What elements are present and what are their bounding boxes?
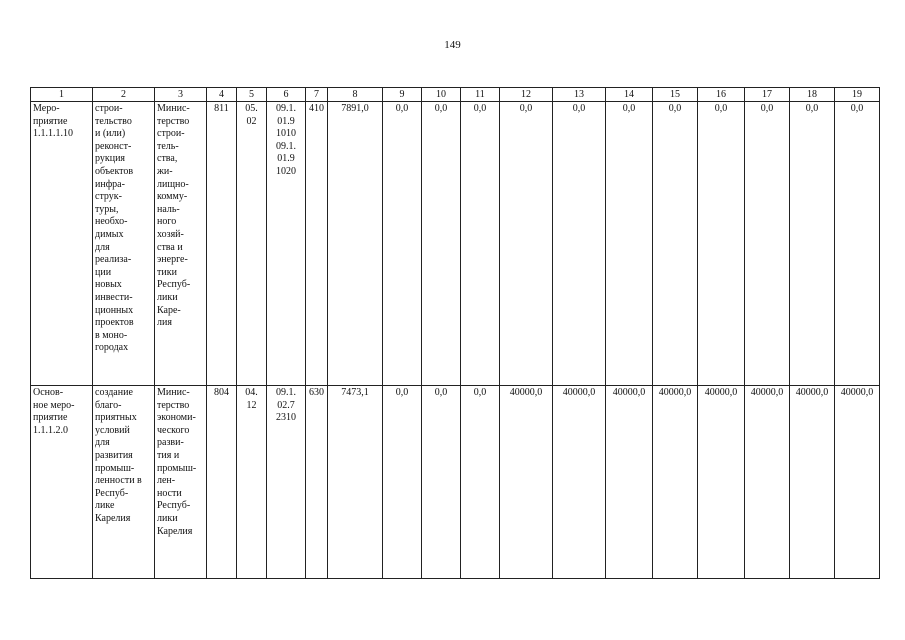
amount-cell: 0,0 <box>422 386 461 579</box>
amount-cell: 40000,0 <box>790 386 835 579</box>
header-cell: 10 <box>422 88 461 102</box>
header-cell: 3 <box>155 88 207 102</box>
header-cell: 4 <box>207 88 237 102</box>
code-cell: 811 <box>207 102 237 386</box>
description-cell: строи- тельство и (или) реконст- рукция объектов инфра- струк- туры, необхо- димых для реализа- ции новых инвести- ционных проектов в моно- городах <box>93 102 155 386</box>
code-cell: 04. 12 <box>237 386 267 579</box>
code-cell: 804 <box>207 386 237 579</box>
header-cell: 16 <box>698 88 745 102</box>
budget-table <box>30 87 880 579</box>
amount-cell: 0,0 <box>745 102 790 386</box>
header-cell: 2 <box>93 88 155 102</box>
amount-cell: 40000,0 <box>698 386 745 579</box>
code-cell: 630 <box>306 386 328 579</box>
amount-cell: 0,0 <box>383 386 422 579</box>
amount-cell: 40000,0 <box>500 386 553 579</box>
amount-cell: 7473,1 <box>328 386 383 579</box>
header-cell: 15 <box>653 88 698 102</box>
header-cell: 11 <box>461 88 500 102</box>
amount-cell: 40000,0 <box>606 386 653 579</box>
table-row <box>31 386 880 579</box>
header-cell: 18 <box>790 88 835 102</box>
amount-cell: 0,0 <box>553 102 606 386</box>
amount-cell: 0,0 <box>461 102 500 386</box>
header-cell: 17 <box>745 88 790 102</box>
header-cell: 12 <box>500 88 553 102</box>
amount-cell: 0,0 <box>500 102 553 386</box>
amount-cell: 0,0 <box>461 386 500 579</box>
table-row <box>31 102 880 386</box>
header-cell: 14 <box>606 88 653 102</box>
amount-cell: 0,0 <box>835 102 880 386</box>
event-cell: Основ- ное меро- приятие 1.1.1.2.0 <box>31 386 93 579</box>
amount-cell: 40000,0 <box>835 386 880 579</box>
amount-cell: 0,0 <box>790 102 835 386</box>
amount-cell: 0,0 <box>653 102 698 386</box>
amount-cell: 0,0 <box>422 102 461 386</box>
code-cell: 410 <box>306 102 328 386</box>
executor-cell: Минис- терство экономи- ческого разви- тия и промыш- лен- ности Респуб- лики Карелия <box>155 386 207 579</box>
header-cell: 19 <box>835 88 880 102</box>
header-cell: 6 <box>267 88 306 102</box>
page-number: 149 <box>444 39 461 51</box>
amount-cell: 40000,0 <box>553 386 606 579</box>
code-cell: 09.1. 01.9 1010 09.1. 01.9 1020 <box>267 102 306 386</box>
header-cell: 5 <box>237 88 267 102</box>
description-cell: создание благо- приятных условий для развития промыш- ленности в Респуб- лике Карелия <box>93 386 155 579</box>
amount-cell: 0,0 <box>698 102 745 386</box>
header-cell: 8 <box>328 88 383 102</box>
event-cell: Меро- приятие 1.1.1.1.10 <box>31 102 93 386</box>
header-cell: 9 <box>383 88 422 102</box>
header-cell: 13 <box>553 88 606 102</box>
executor-cell: Минис- терство строи- тель- ства, жи- лищно- комму- наль- ного хозяй- ства и энерге- тики Респуб- лики Каре- лия <box>155 102 207 386</box>
code-cell: 09.1. 02.7 2310 <box>267 386 306 579</box>
table-header-row <box>31 88 880 102</box>
header-cell: 7 <box>306 88 328 102</box>
amount-cell: 40000,0 <box>653 386 698 579</box>
amount-cell: 0,0 <box>606 102 653 386</box>
amount-cell: 0,0 <box>383 102 422 386</box>
header-cell: 1 <box>31 88 93 102</box>
code-cell: 05. 02 <box>237 102 267 386</box>
amount-cell: 7891,0 <box>328 102 383 386</box>
amount-cell: 40000,0 <box>745 386 790 579</box>
